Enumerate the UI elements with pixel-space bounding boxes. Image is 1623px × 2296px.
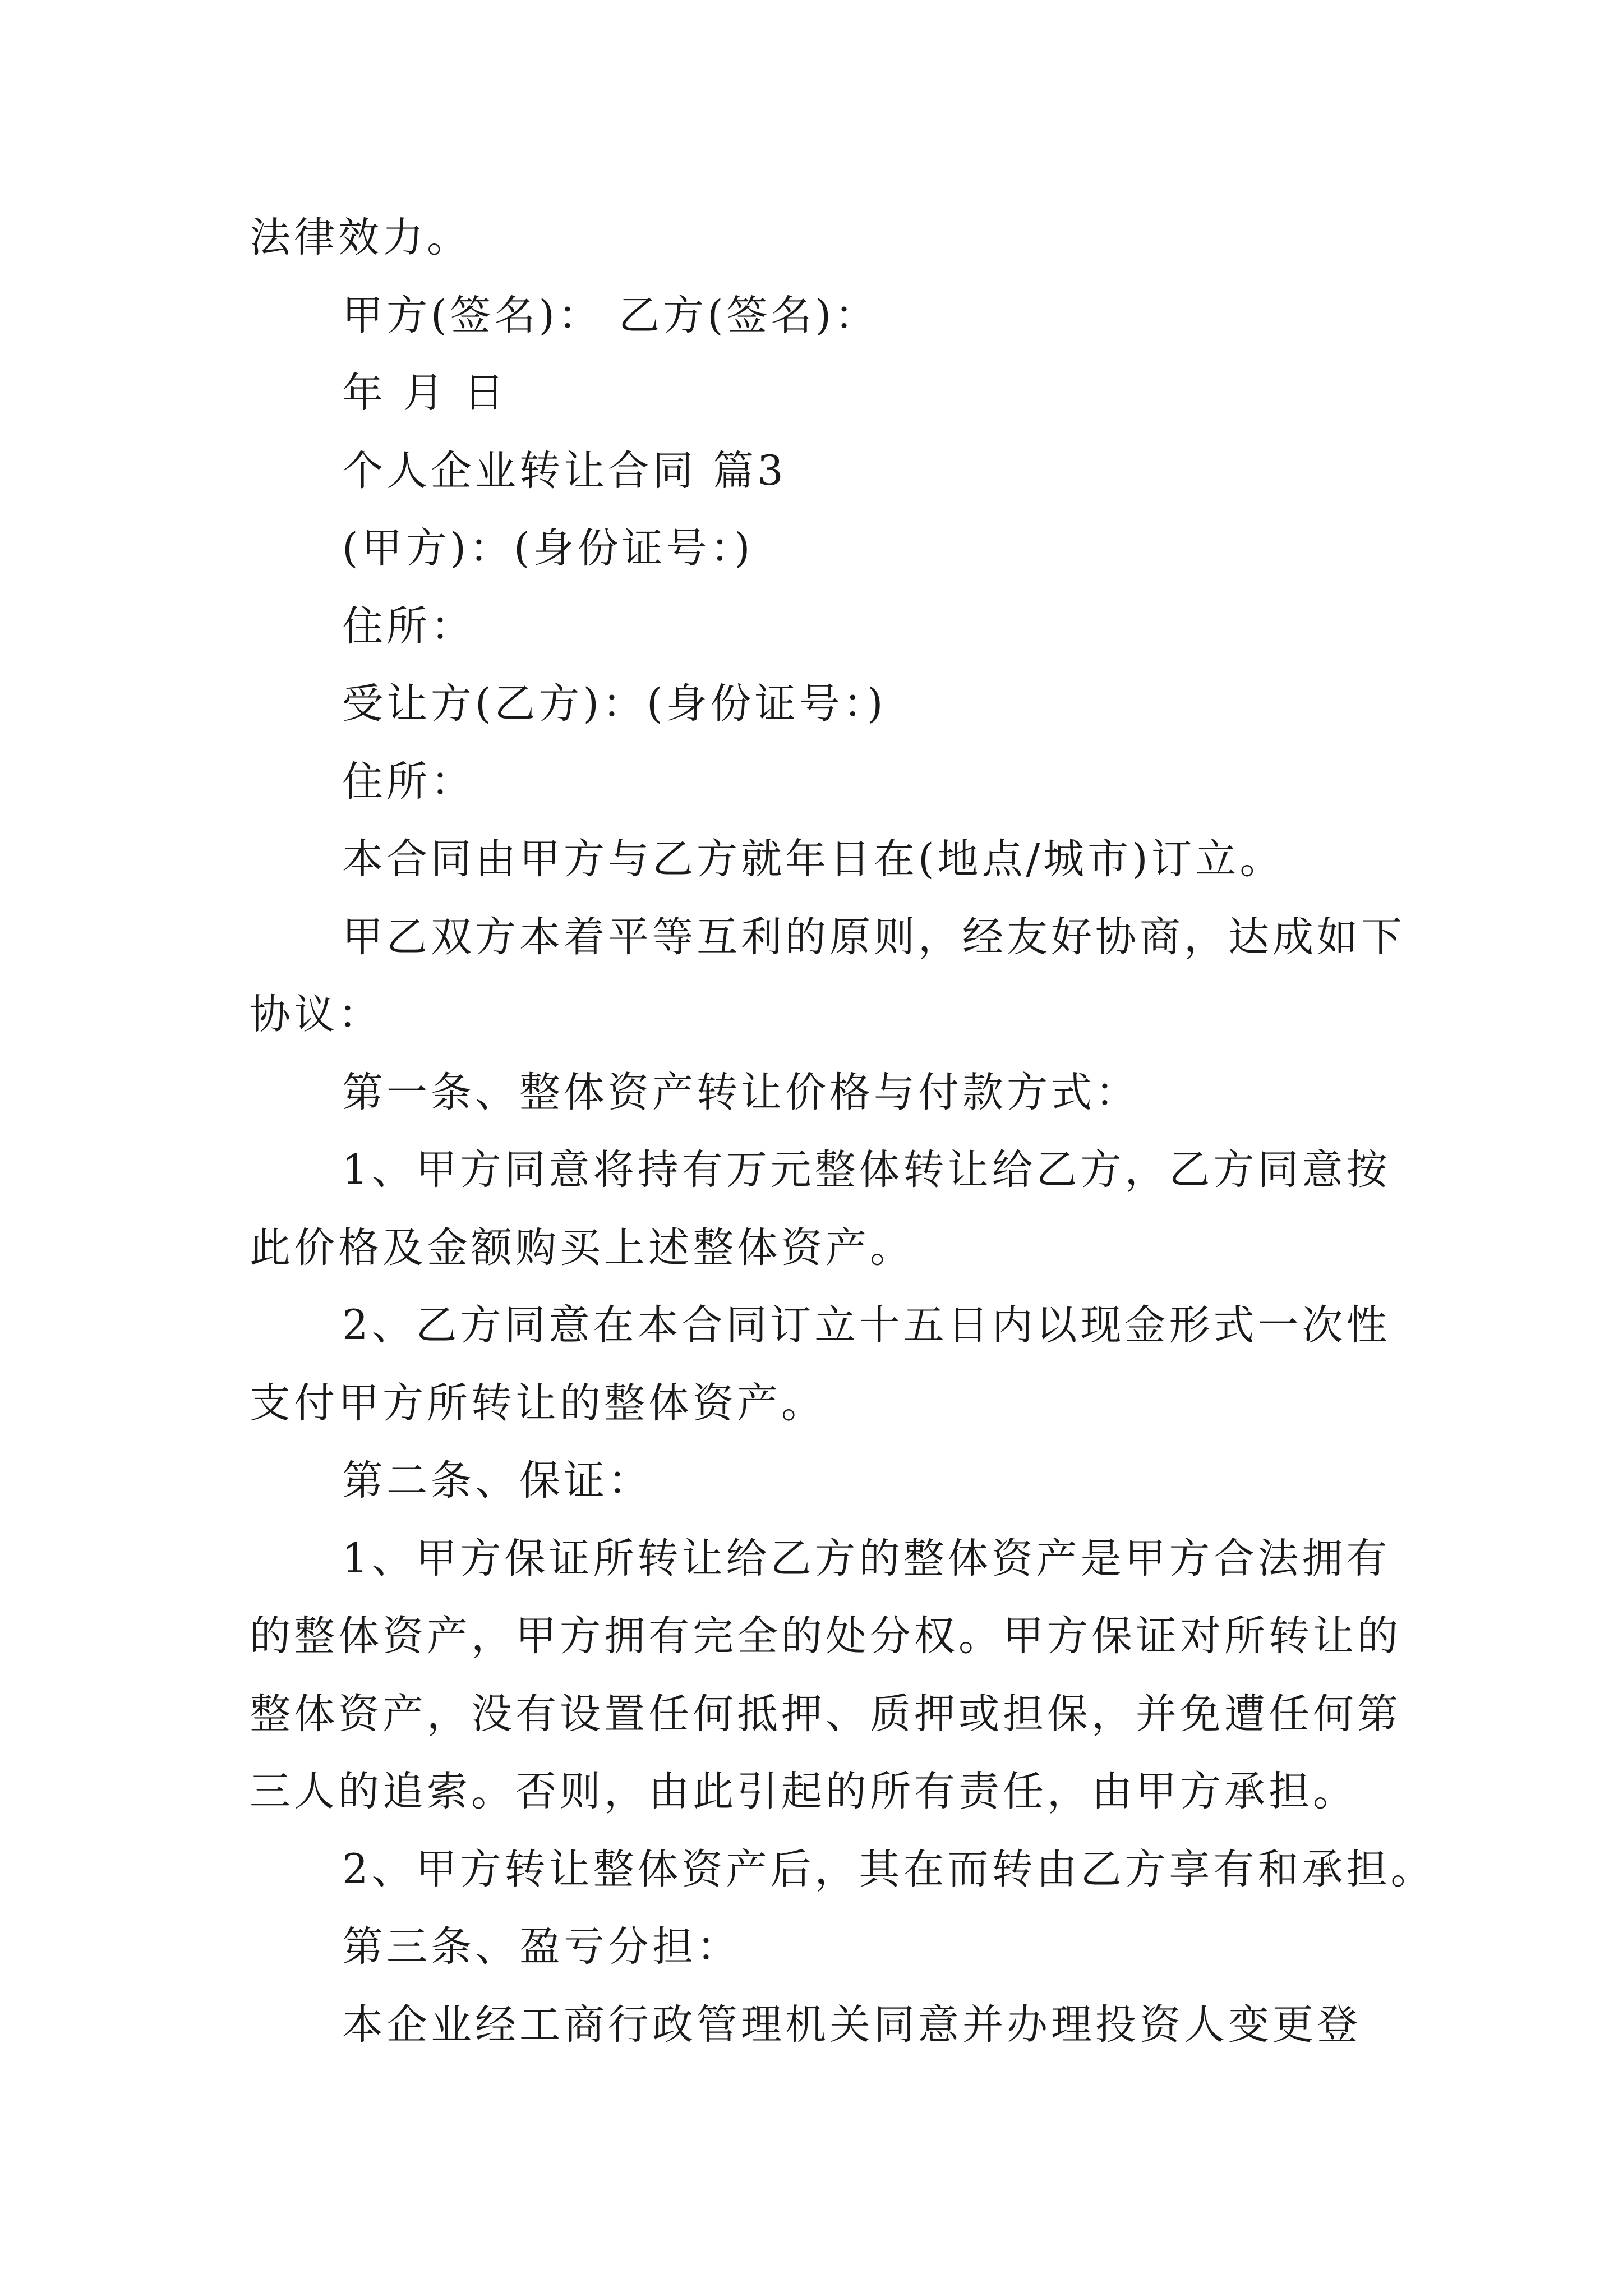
text-line: 2、甲方转让整体资产后，其在而转由乙方享有和承担。 bbox=[342, 1845, 1435, 1893]
text-line: 甲方(签名)： 乙方(签名)： bbox=[342, 291, 879, 339]
text-line: 协议： bbox=[250, 991, 382, 1038]
text-line: 支付甲方所转让的整体资产。 bbox=[250, 1379, 826, 1427]
text-line: 本企业经工商行政管理机关同意并办理投资人变更登 bbox=[342, 2000, 1361, 2049]
text-line: 1、甲方同意将持有万元整体转让给乙方，乙方同意按 bbox=[342, 1146, 1391, 1194]
article-heading: 第一条、整体资产转让价格与付款方式： bbox=[342, 1068, 1140, 1116]
contract-body bbox=[250, 199, 1435, 2064]
text-line: 本合同由甲方与乙方就年日在(地点/城市)订立。 bbox=[342, 835, 1284, 883]
text-line: 此价格及金额购买上述整体资产。 bbox=[250, 1223, 914, 1272]
text-line: 年 月 日 bbox=[342, 369, 508, 417]
text-line: 甲乙双方本着平等互利的原则，经友好协商，达成如下 bbox=[342, 913, 1405, 961]
article-heading: 第二条、保证： bbox=[342, 1457, 652, 1504]
text-line: 整体资产，没有设置任何抵押、质押或担保，并免遭任何第 bbox=[250, 1690, 1401, 1738]
text-line: (甲方)：(身份证号：) bbox=[342, 524, 754, 572]
text-line: 1、甲方保证所转让给乙方的整体资产是甲方合法拥有 bbox=[342, 1534, 1391, 1582]
section-heading: 个人企业转让合同 篇3 bbox=[342, 447, 787, 495]
text-line: 2、乙方同意在本合同订立十五日内以现金形式一次性 bbox=[342, 1301, 1391, 1349]
text-line: 住所： bbox=[342, 602, 475, 650]
text-line: 三人的追索。否则，由此引起的所有责任，由甲方承担。 bbox=[250, 1768, 1357, 1815]
text-line: 法律效力。 bbox=[250, 214, 471, 261]
article-heading: 第三条、盈亏分担： bbox=[342, 1923, 741, 1971]
text-line: 受让方(乙方)：(身份证号：) bbox=[342, 680, 887, 728]
text-line: 住所： bbox=[342, 757, 475, 806]
text-line: 的整体资产，甲方拥有完全的处分权。甲方保证对所转让的 bbox=[250, 1612, 1401, 1660]
